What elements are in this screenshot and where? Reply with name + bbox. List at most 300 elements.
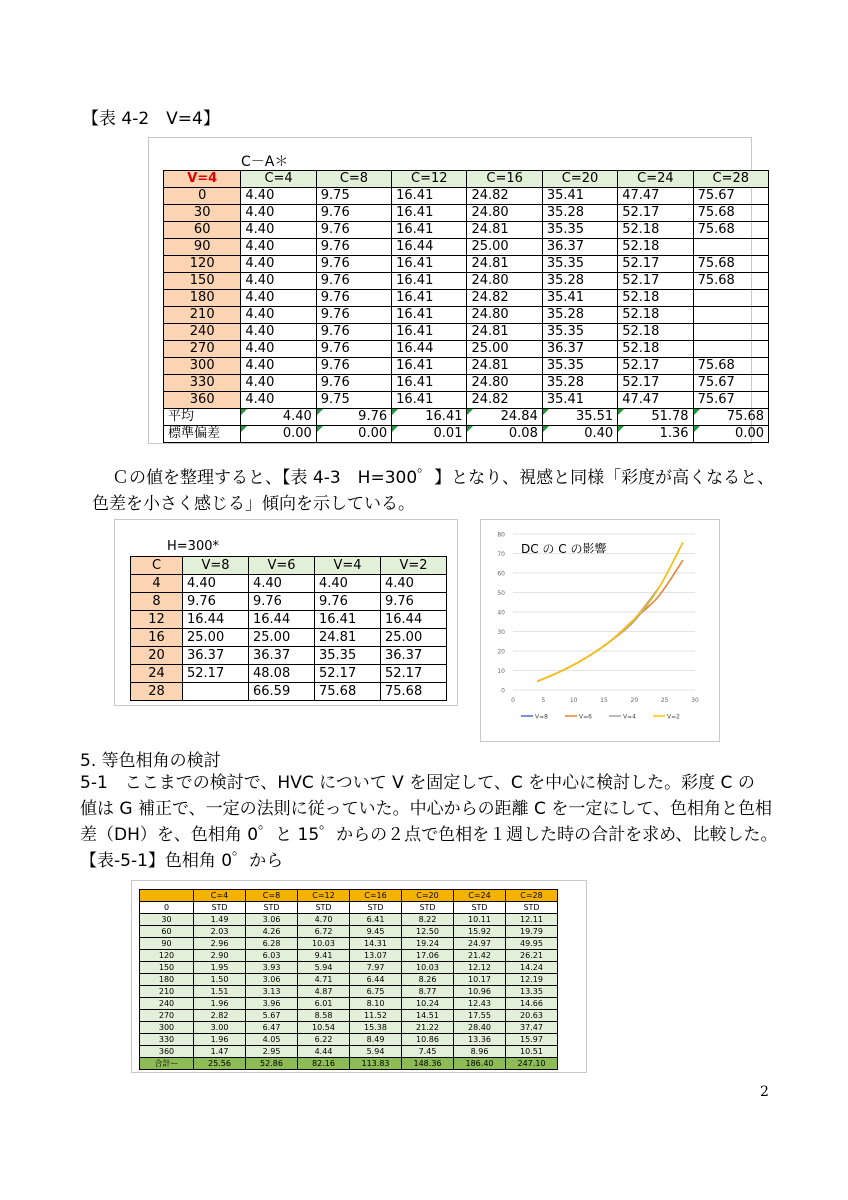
table42-cell: 9.76	[316, 307, 391, 324]
table43-cell: 52.17	[183, 665, 249, 683]
chart-y-tick-label: 70	[497, 551, 505, 558]
table43-cell: 25.00	[249, 629, 315, 647]
table51-cell: 4.87	[298, 986, 350, 998]
table42-cell: 16.41	[392, 375, 467, 392]
table51-cell: 3.93	[246, 962, 298, 974]
chart-legend	[521, 714, 680, 721]
table42-cell: 4.40	[241, 324, 316, 341]
table51-cell: 2.95	[246, 1046, 298, 1058]
page-number: 2	[760, 1084, 769, 1100]
table51-row-header: 150	[140, 962, 194, 974]
table42-stat-cell: 0.08	[467, 426, 542, 443]
table42-cell: 9.76	[316, 239, 391, 256]
table-row	[164, 290, 769, 307]
table42-cell: 75.67	[693, 375, 768, 392]
table42-corner: V=4	[164, 171, 241, 188]
table51-header-row	[140, 890, 558, 902]
table43-cell: 36.37	[381, 647, 447, 665]
table42-cell: 4.40	[241, 222, 316, 239]
table51-cell: 21.42	[454, 950, 506, 962]
table43-caption: H=300*	[167, 539, 219, 554]
table43-cell: 36.37	[249, 647, 315, 665]
table42-cell: 35.41	[542, 392, 617, 409]
table51-cell: 1.96	[194, 998, 246, 1010]
table51-cell: 15.92	[454, 926, 506, 938]
table42-cell: 9.76	[316, 222, 391, 239]
table42-row-header: 180	[164, 290, 241, 307]
table51-row-header: 360	[140, 1046, 194, 1058]
paragraph1-line2: 色差を小さく感じる」傾向を示している。	[92, 494, 415, 514]
table51-cell: 14.24	[506, 962, 558, 974]
table42-cell: 47.47	[618, 188, 693, 205]
table43-cell: 4.40	[249, 575, 315, 593]
table51-total-cell: 52.86	[246, 1058, 298, 1070]
table42-cell: 16.41	[392, 358, 467, 375]
table51-cell: 9.41	[298, 950, 350, 962]
table42-cell: 24.80	[467, 307, 542, 324]
table43-row-header: 24	[131, 665, 183, 683]
table43-row-header: 20	[131, 647, 183, 665]
table42-cell: 52.18	[618, 324, 693, 341]
table43-cell: 48.08	[249, 665, 315, 683]
table51-cell: 2.96	[194, 938, 246, 950]
table43-cell: 9.76	[381, 593, 447, 611]
table-row	[131, 647, 447, 665]
table51-cell: 19.24	[402, 938, 454, 950]
table51-cell: 8.26	[402, 974, 454, 986]
table42-cell: 24.80	[467, 273, 542, 290]
table42-cell: 4.40	[241, 375, 316, 392]
table42-cell: 52.18	[618, 222, 693, 239]
table-row	[164, 188, 769, 205]
table42-cell: 16.44	[392, 239, 467, 256]
table-row	[140, 1010, 558, 1022]
table-row	[131, 665, 447, 683]
chart-x-tick-label: 20	[630, 697, 639, 704]
table51-total-cell: 82.16	[298, 1058, 350, 1070]
table42-row-header: 330	[164, 375, 241, 392]
table42-cell: 35.28	[542, 307, 617, 324]
table51-row-header: 0	[140, 902, 194, 914]
section5-line2: 値は G 補正で、一定の法則に従っていた。中心からの距離 C を一定にして、色相角と色相	[80, 799, 772, 819]
table42-cell: 52.18	[618, 341, 693, 358]
table43-cell: 75.68	[315, 683, 381, 701]
table43-cell: 16.41	[315, 611, 381, 629]
table51-std-cell: STD	[454, 902, 506, 914]
table43-frame	[114, 519, 458, 706]
table-row	[164, 205, 769, 222]
table51-cell: 4.70	[298, 914, 350, 926]
table51-cell: 17.06	[402, 950, 454, 962]
table51-cell: 4.44	[298, 1046, 350, 1058]
table51-total-cell: 247.10	[506, 1058, 558, 1070]
chart-series-line	[537, 560, 683, 681]
table42-cell: 52.18	[618, 290, 693, 307]
table51-cell: 1.96	[194, 1034, 246, 1046]
table42-frame	[148, 137, 764, 444]
table51-cell: 10.96	[454, 986, 506, 998]
table51-cell: 3.06	[246, 914, 298, 926]
table51-total-cell: 113.83	[350, 1058, 402, 1070]
table42-cell: 16.41	[392, 290, 467, 307]
table42-cell: 75.68	[693, 358, 768, 375]
table42-cell: 24.81	[467, 358, 542, 375]
table51-std-cell: STD	[402, 902, 454, 914]
chart-series-line	[537, 588, 658, 681]
table42-cell: 9.76	[316, 290, 391, 307]
table51-cell: 17.55	[454, 1010, 506, 1022]
chart-x-tick-label: 15	[600, 697, 608, 704]
table51-row-header: 270	[140, 1010, 194, 1022]
table42-cell: 24.82	[467, 290, 542, 307]
table42-cell: 4.40	[241, 205, 316, 222]
table42-cell: 24.81	[467, 256, 542, 273]
table42-cell: 24.81	[467, 324, 542, 341]
table42-cell: 16.41	[392, 205, 467, 222]
table42-cell: 25.00	[467, 239, 542, 256]
table43-row-header: 4	[131, 575, 183, 593]
table-row	[164, 375, 769, 392]
chart-y-tick-label: 0	[501, 687, 505, 695]
table42-cell: 47.47	[618, 392, 693, 409]
table-row	[140, 962, 558, 974]
table42-stat-cell: 9.76	[316, 409, 391, 426]
table51-cell: 6.22	[298, 1034, 350, 1046]
table51-cell: 4.26	[246, 926, 298, 938]
section5-line4: 【表-5-1】色相角 0゜から	[80, 851, 284, 871]
table-row	[131, 611, 447, 629]
table42-caption: C－A＊	[241, 154, 289, 170]
table42-cell: 4.40	[241, 307, 316, 324]
table51-std-cell: STD	[506, 902, 558, 914]
table51-total-row	[140, 1058, 558, 1070]
table42-cell	[693, 341, 768, 358]
table42-stat-cell: 51.78	[618, 409, 693, 426]
table42-cell: 35.28	[542, 273, 617, 290]
table51-column-header: C=16	[350, 890, 402, 902]
table42-cell: 9.76	[316, 341, 391, 358]
table42-cell: 24.82	[467, 392, 542, 409]
table-row	[140, 938, 558, 950]
paragraph1-line1: Ｃの値を整理すると、【表 4-3 H=300゜】となり、視感と同様「彩度が高くなると、	[112, 468, 775, 488]
table51-total-label: 合計ー	[140, 1058, 194, 1070]
table42-cell: 4.40	[241, 290, 316, 307]
table51-cell: 20.63	[506, 1010, 558, 1022]
table43-column-header: V=2	[381, 557, 447, 575]
table-row	[164, 409, 769, 426]
table51-cell: 10.54	[298, 1022, 350, 1034]
table43-cell: 75.68	[381, 683, 447, 701]
table-row	[164, 307, 769, 324]
table51-cell: 9.45	[350, 926, 402, 938]
table42-cell: 52.17	[618, 273, 693, 290]
table51-cell: 12.12	[454, 962, 506, 974]
section5-line1: 5-1 ここまでの検討で、HVC について V を固定して、C を中心に検討した。彩度 C の	[80, 773, 755, 793]
table51-cell: 11.52	[350, 1010, 402, 1022]
table42-column-header: C=16	[467, 171, 542, 188]
chart-title: DC の C の影響	[521, 542, 607, 556]
table43-column-header: V=6	[249, 557, 315, 575]
table43-cell: 4.40	[183, 575, 249, 593]
table51-cell: 10.51	[506, 1046, 558, 1058]
table51-cell: 5.67	[246, 1010, 298, 1022]
table51-cell: 24.97	[454, 938, 506, 950]
table-row	[140, 1046, 558, 1058]
table42-cell: 9.76	[316, 375, 391, 392]
table42-row-header: 240	[164, 324, 241, 341]
table42-stat-cell: 0.00	[241, 426, 316, 443]
table51-std-row	[140, 902, 558, 914]
table51-column-header: C=8	[246, 890, 298, 902]
table-row	[140, 1022, 558, 1034]
table-row	[164, 392, 769, 409]
table51-cell: 2.03	[194, 926, 246, 938]
table42-cell: 16.41	[392, 188, 467, 205]
table42-heading: 【表 4-2 V=4】	[82, 109, 220, 129]
table43-cell: 52.17	[315, 665, 381, 683]
table42-column-header: C=24	[618, 171, 693, 188]
table42-cell: 75.67	[693, 392, 768, 409]
table43-cell: 66.59	[249, 683, 315, 701]
chart-y-tick-label: 40	[497, 609, 505, 617]
table43-cell: 25.00	[183, 629, 249, 647]
table43-cell: 24.81	[315, 629, 381, 647]
table42-row-header: 150	[164, 273, 241, 290]
table51-corner	[140, 890, 194, 902]
table42-cell: 4.40	[241, 273, 316, 290]
table43-row-header: 12	[131, 611, 183, 629]
table51-row-header: 210	[140, 986, 194, 998]
table42-stat-cell: 0.01	[392, 426, 467, 443]
table51-cell: 8.22	[402, 914, 454, 926]
table42-cell: 4.40	[241, 188, 316, 205]
table43-cell: 9.76	[315, 593, 381, 611]
table42-cell: 36.37	[542, 239, 617, 256]
table51-cell: 10.86	[402, 1034, 454, 1046]
table42-cell: 24.81	[467, 222, 542, 239]
table42-stat-cell: 75.68	[693, 409, 768, 426]
table51-cell: 4.05	[246, 1034, 298, 1046]
table51-cell: 12.19	[506, 974, 558, 986]
table51-cell: 6.47	[246, 1022, 298, 1034]
table43-cell: 9.76	[183, 593, 249, 611]
table42-stat-cell: 0.00	[693, 426, 768, 443]
chart-x-tick-label: 0	[511, 697, 515, 704]
table51-cell: 10.11	[454, 914, 506, 926]
table-row	[164, 426, 769, 443]
table51-cell: 15.38	[350, 1022, 402, 1034]
table42-cell: 52.17	[618, 205, 693, 222]
chart-x-ticks	[511, 697, 699, 704]
table51-row-header: 330	[140, 1034, 194, 1046]
table43-column-header: V=8	[183, 557, 249, 575]
table43-cell: 36.37	[183, 647, 249, 665]
table-row	[140, 926, 558, 938]
table42-cell: 16.41	[392, 273, 467, 290]
table42-row-header: 120	[164, 256, 241, 273]
table42-cell: 35.41	[542, 188, 617, 205]
table42-stat-cell: 24.84	[467, 409, 542, 426]
table51-cell: 1.50	[194, 974, 246, 986]
table42-cell: 35.35	[542, 222, 617, 239]
chart-legend-label: V=8	[535, 713, 548, 721]
table51-cell: 8.96	[454, 1046, 506, 1058]
table42-cell: 4.40	[241, 341, 316, 358]
table51-cell: 1.51	[194, 986, 246, 998]
chart-y-tick-label: 50	[497, 590, 505, 597]
table42-column-header: C=4	[241, 171, 316, 188]
table51-cell: 13.07	[350, 950, 402, 962]
chart-frame	[480, 519, 720, 742]
table51-cell: 6.03	[246, 950, 298, 962]
table42-row-header: 210	[164, 307, 241, 324]
table42-stat-cell: 0.00	[316, 426, 391, 443]
table42-header-row	[164, 171, 769, 188]
chart-legend-label: V=2	[667, 713, 680, 721]
table43-cell: 4.40	[381, 575, 447, 593]
table42-row-header: 360	[164, 392, 241, 409]
table51-cell: 8.49	[350, 1034, 402, 1046]
table51-cell: 8.58	[298, 1010, 350, 1022]
table51-cell: 3.00	[194, 1022, 246, 1034]
table51-cell: 10.03	[298, 938, 350, 950]
table42-cell: 35.41	[542, 290, 617, 307]
table51-total-cell: 186.40	[454, 1058, 506, 1070]
table51-cell: 6.44	[350, 974, 402, 986]
section5-line3: 差（DH）を、色相角 0゜と 15゜からの２点で色相を１週した時の合計を求め、比較した。	[80, 825, 778, 845]
table42-column-header: C=28	[693, 171, 768, 188]
table51-row-header: 30	[140, 914, 194, 926]
table-row	[140, 986, 558, 998]
table42-cell: 24.82	[467, 188, 542, 205]
table42-cell	[693, 307, 768, 324]
table-row	[131, 683, 447, 701]
table42-cell: 52.17	[618, 256, 693, 273]
table-row	[164, 341, 769, 358]
table51-cell: 3.96	[246, 998, 298, 1010]
table51-column-header: C=4	[194, 890, 246, 902]
table42-cell: 16.41	[392, 222, 467, 239]
chart-y-tick-label: 80	[497, 531, 505, 539]
table-row	[164, 256, 769, 273]
table51-row-header: 240	[140, 998, 194, 1010]
table51-cell: 7.45	[402, 1046, 454, 1058]
table51-cell: 14.31	[350, 938, 402, 950]
table42-cell: 75.68	[693, 205, 768, 222]
table42-cell: 52.17	[618, 375, 693, 392]
table51-cell: 14.51	[402, 1010, 454, 1022]
table42-cell: 9.75	[316, 188, 391, 205]
table42-cell: 35.28	[542, 205, 617, 222]
table-row	[164, 273, 769, 290]
table51-cell: 12.11	[506, 914, 558, 926]
table43-cell: 9.76	[249, 593, 315, 611]
table51-frame	[131, 880, 587, 1073]
table42-cell: 16.41	[392, 256, 467, 273]
dc-chart	[481, 520, 719, 741]
table42-cell: 16.41	[392, 392, 467, 409]
table42-cell: 36.37	[542, 341, 617, 358]
chart-y-tick-label: 60	[497, 570, 505, 578]
table43-row-header: 28	[131, 683, 183, 701]
table42-cell: 16.41	[392, 324, 467, 341]
table51-cell: 8.77	[402, 986, 454, 998]
table43-corner: C	[131, 557, 183, 575]
table42-row-header: 300	[164, 358, 241, 375]
table42-cell: 9.76	[316, 205, 391, 222]
table42	[163, 170, 769, 443]
table43-cell: 25.00	[381, 629, 447, 647]
table42-cell: 75.68	[693, 273, 768, 290]
table-row	[131, 575, 447, 593]
table-row	[164, 222, 769, 239]
table51-std-cell: STD	[298, 902, 350, 914]
table43-row-header: 16	[131, 629, 183, 647]
table51-total-cell: 25.56	[194, 1058, 246, 1070]
table51-column-header: C=12	[298, 890, 350, 902]
table42-cell: 75.68	[693, 222, 768, 239]
table42-cell: 9.76	[316, 324, 391, 341]
chart-legend-label: V=6	[579, 713, 592, 721]
table42-stat-cell: 1.36	[618, 426, 693, 443]
chart-y-ticks	[497, 532, 505, 695]
table51-cell: 6.41	[350, 914, 402, 926]
table42-cell	[693, 239, 768, 256]
table42-cell: 4.40	[241, 358, 316, 375]
table42-row-header: 60	[164, 222, 241, 239]
chart-y-tick-label: 20	[497, 648, 505, 656]
table43-cell: 16.44	[183, 611, 249, 629]
table42-cell: 35.35	[542, 358, 617, 375]
table42-row-header: 30	[164, 205, 241, 222]
table51-cell: 8.10	[350, 998, 402, 1010]
table42-stat-cell: 4.40	[241, 409, 316, 426]
table42-column-header: C=12	[392, 171, 467, 188]
table51-cell: 1.49	[194, 914, 246, 926]
table51-cell: 1.47	[194, 1046, 246, 1058]
table51-cell: 21.22	[402, 1022, 454, 1034]
table51-cell: 37.47	[506, 1022, 558, 1034]
table42-cell: 52.17	[618, 358, 693, 375]
table42-row-header: 270	[164, 341, 241, 358]
table-row	[140, 914, 558, 926]
table42-cell: 9.76	[316, 358, 391, 375]
table43-cell: 35.35	[315, 647, 381, 665]
table-row	[164, 239, 769, 256]
chart-y-tick-label: 10	[497, 668, 505, 675]
table51-cell: 10.24	[402, 998, 454, 1010]
table51-cell: 3.13	[246, 986, 298, 998]
table42-cell: 9.75	[316, 392, 391, 409]
table51-cell: 26.21	[506, 950, 558, 962]
table42-cell: 25.00	[467, 341, 542, 358]
table51-cell: 19.79	[506, 926, 558, 938]
table-row	[140, 1034, 558, 1046]
table42-row-header: 90	[164, 239, 241, 256]
table43-cell: 52.17	[381, 665, 447, 683]
table-row	[164, 358, 769, 375]
table42-cell: 52.18	[618, 239, 693, 256]
table51-cell: 14.66	[506, 998, 558, 1010]
table42-cell: 16.41	[392, 307, 467, 324]
table51-cell: 2.82	[194, 1010, 246, 1022]
table42-stat-cell: 0.40	[542, 426, 617, 443]
table51-std-cell: STD	[194, 902, 246, 914]
table51-row-header: 90	[140, 938, 194, 950]
table42-stat-cell: 16.41	[392, 409, 467, 426]
table51-cell: 10.03	[402, 962, 454, 974]
table51-cell: 1.95	[194, 962, 246, 974]
